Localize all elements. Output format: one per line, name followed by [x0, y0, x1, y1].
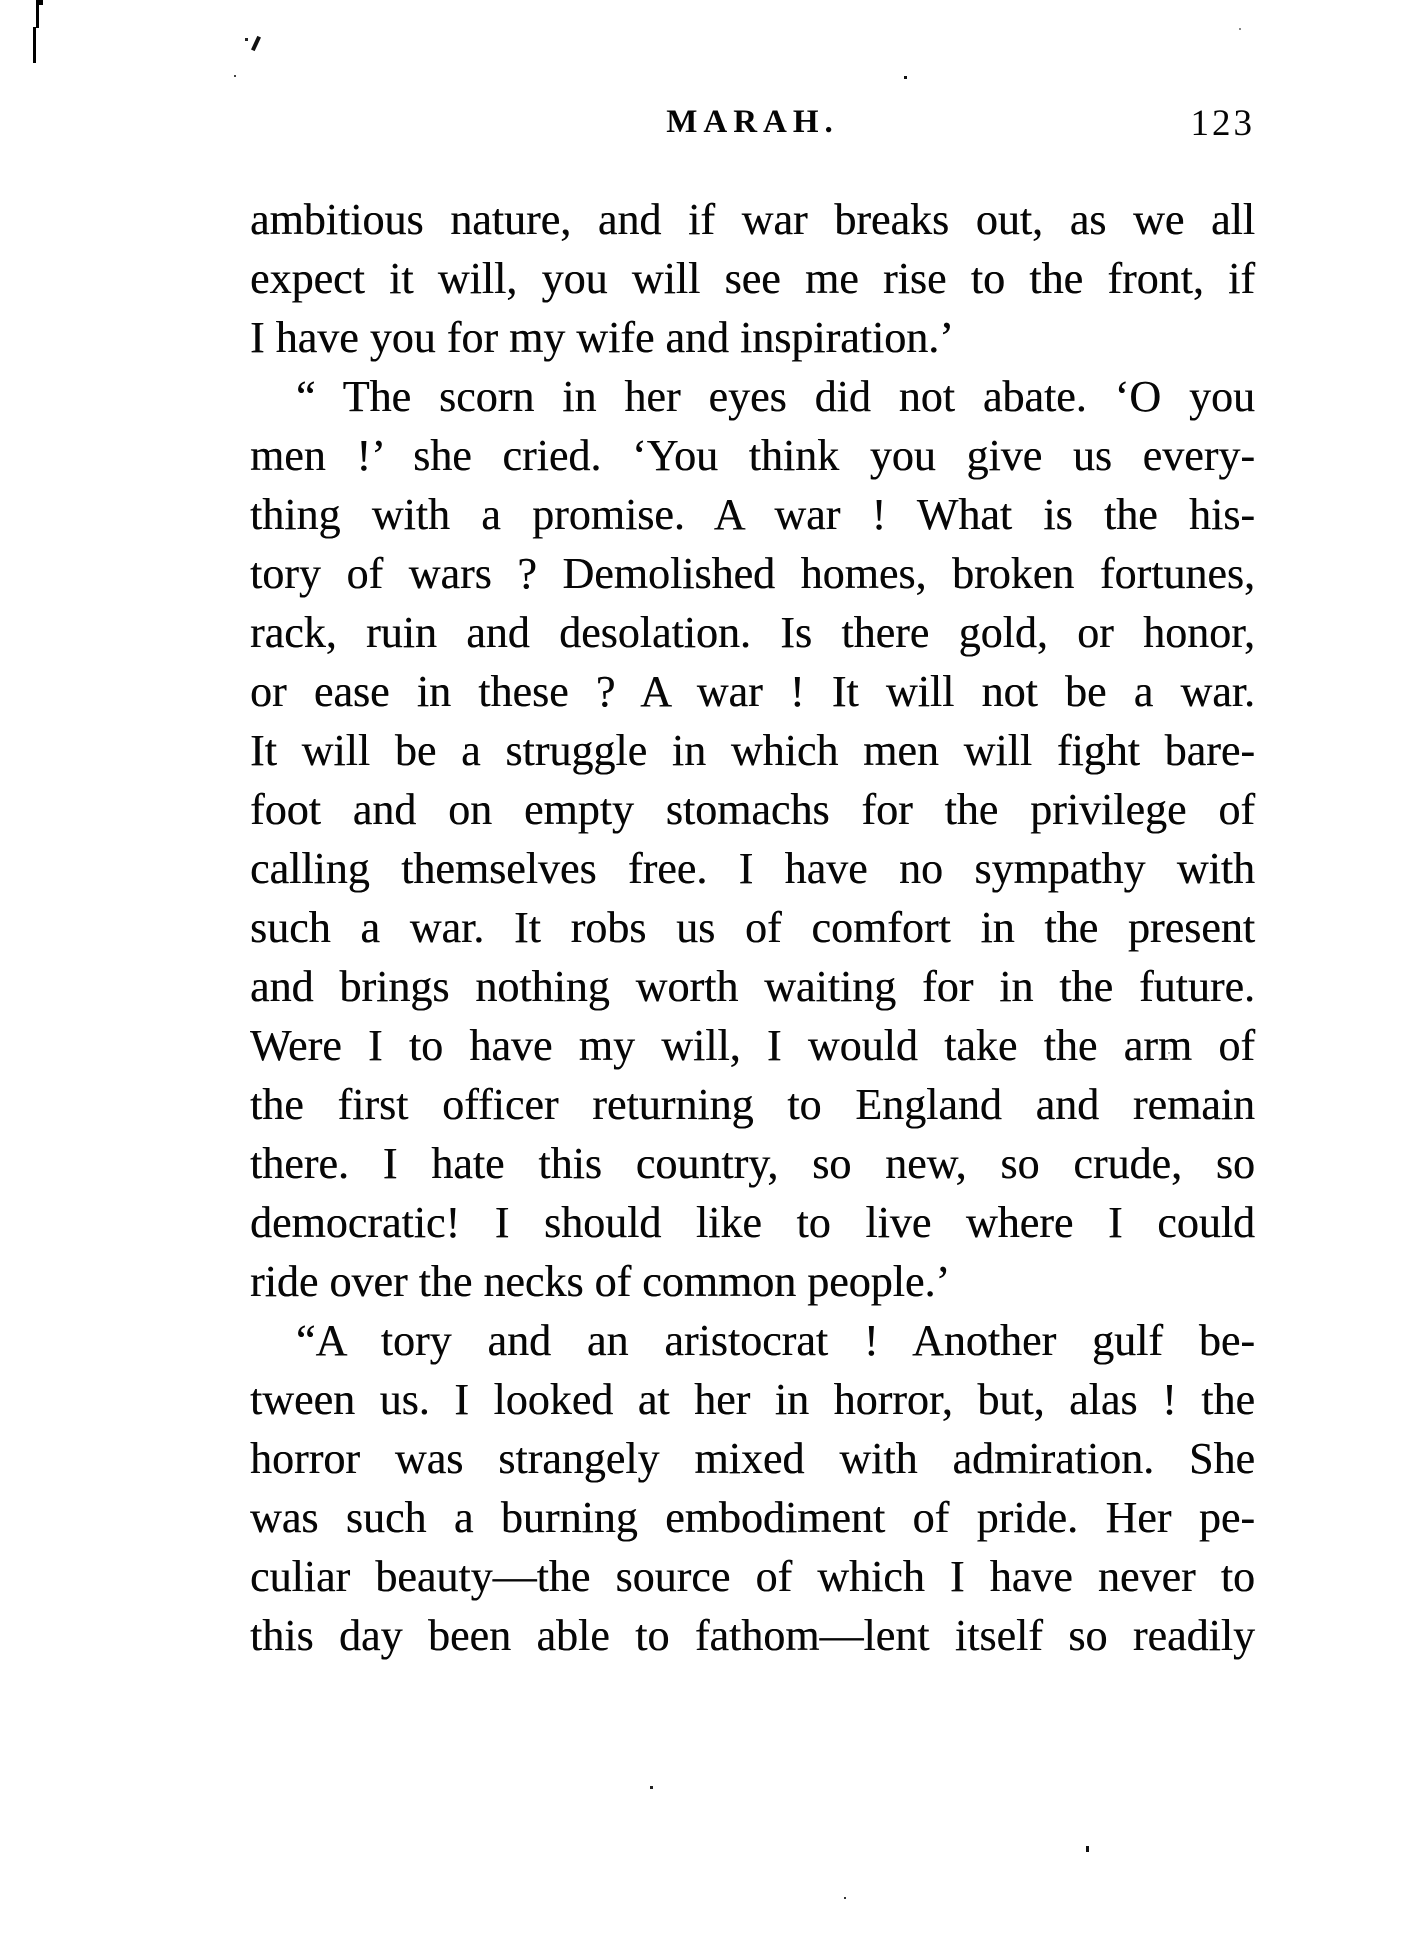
page-number: 123: [1190, 103, 1255, 144]
text-line: ride over the necks of common people.’: [250, 1257, 951, 1306]
scan-artifact-speck: [904, 76, 907, 79]
text-line: tween us. I looked at her in horror, but, alas ! the: [250, 1375, 1255, 1424]
text-line: calling themselves free. I have no sympathy with: [250, 844, 1255, 893]
text-line: rack, ruin and desolation. Is there gold, or honor,: [250, 608, 1255, 657]
text-line: expect it will, you will see me rise to the front, if: [250, 254, 1255, 303]
scan-artifact-speck: [245, 38, 248, 41]
scan-artifact-speck: [844, 1897, 846, 1899]
scan-artifact-speck: [1086, 1846, 1089, 1852]
text-line: such a war. It robs us of comfort in the present: [250, 903, 1255, 952]
text-line: men !’ she cried. ‘You think you give us every-: [250, 431, 1255, 480]
text-line: this day been able to fathom—lent itself so readily: [250, 1611, 1255, 1660]
scan-artifact-stray-stroke: [251, 36, 261, 51]
text-line: tory of wars ? Demolished homes, broken fortunes,: [250, 549, 1255, 598]
page-text-block: [250, 190, 1255, 1665]
text-line: thing with a promise. A war ! What is the his-: [250, 490, 1255, 539]
text-line: “ The scorn in her eyes did not abate. ‘O you: [296, 372, 1255, 421]
text-line: there. I hate this country, so new, so crude, so: [250, 1139, 1255, 1188]
text-line: was such a burning embodiment of pride. Her pe-: [250, 1493, 1255, 1542]
text-line: Were I to have my will, I would take the arm of: [250, 1021, 1255, 1070]
text-line: ambitious nature, and if war breaks out, as we all: [250, 195, 1255, 244]
text-line: It will be a struggle in which men will fight bare-: [250, 726, 1255, 775]
text-line: democratic! I should like to live where I could: [250, 1198, 1255, 1247]
text-line: and brings nothing worth waiting for in the future.: [250, 962, 1255, 1011]
scan-artifact-corner-line: [33, 27, 36, 63]
text-line: I have you for my wife and inspiration.’: [250, 313, 954, 362]
text-line: foot and on empty stomachs for the privilege of: [250, 785, 1255, 834]
text-line: the first officer returning to England and remain: [250, 1080, 1255, 1129]
scan-artifact-speck: [650, 1786, 653, 1789]
text-line: culiar beauty—the source of which I have never to: [250, 1552, 1255, 1601]
scan-artifact-speck: [234, 75, 236, 77]
text-line: horror was strangely mixed with admiration. She: [250, 1434, 1255, 1483]
scan-artifact-speck: [1239, 28, 1241, 30]
text-line: “A tory and an aristocrat ! Another gulf be-: [296, 1316, 1255, 1365]
running-title: MARAH.: [666, 104, 839, 140]
text-line: or ease in these ? A war ! It will not be a war.: [250, 667, 1255, 716]
scan-artifact-corner-nub: [36, 0, 43, 5]
